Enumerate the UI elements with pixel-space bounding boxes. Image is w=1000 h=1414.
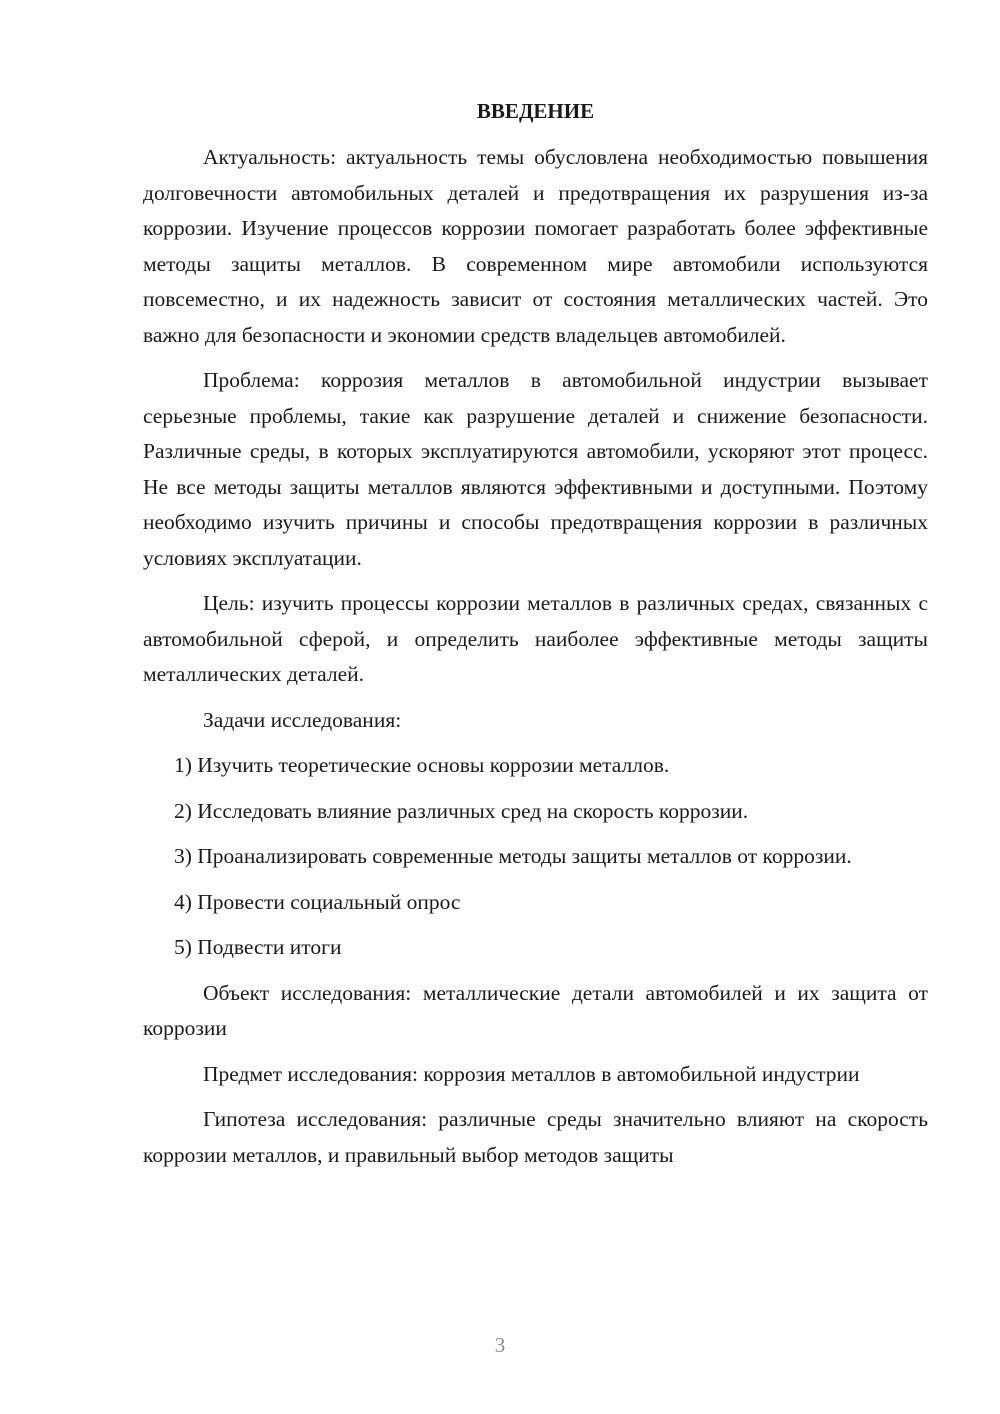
list-item: 1) Изучить теоретические основы коррозии металлов.: [174, 753, 670, 777]
tasks-list: [143, 748, 928, 966]
document-title: ВВЕДЕНИЕ: [476, 99, 595, 123]
paragraph-hypothesis: Гипотеза исследования: различные среды значительно влияют на скорость коррозии металлов, и правильный выбор методов защиты: [143, 1107, 928, 1167]
tasks-heading: Задачи исследования:: [203, 707, 402, 732]
paragraph-problem: Проблема: коррозия металлов в автомобильной индустрии вызывает серьезные проблемы, такие как разрушение деталей и снижение безопасности. Различные среды, в которых эксплуатируются автомобили, ускоряют этот процесс. Не все методы защиты металлов являются эффективными и доступными. Поэтому необходимо изучить причины и способы предотвращения коррозии в различных условиях эксплуатации.: [143, 368, 928, 570]
list-item: 5) Подвести итоги: [174, 935, 342, 959]
list-item: 4) Провести социальный опрос: [174, 889, 461, 914]
paragraph-goal: Цель: изучить процессы коррозии металлов в различных средах, связанных с автомобильной сферой, и определить наиболее эффективные методы защиты металлических деталей.: [143, 591, 928, 686]
list-item: 2) Исследовать влияние различных сред на скорость коррозии.: [174, 798, 749, 823]
paragraph-object: Объект исследования: металлические детали автомобилей и их защита от коррозии: [143, 980, 928, 1040]
document-page: [143, 96, 928, 1173]
page-number: 3: [494, 1333, 506, 1357]
paragraph-subject: Предмет исследования: коррозия металлов в автомобильной индустрии: [203, 1061, 860, 1086]
list-item: 3) Проанализировать современные методы защиты металлов от коррозии.: [174, 844, 852, 868]
paragraph-relevance: Актуальность: актуальность темы обусловлена необходимостью повышения долговечности автомобильных деталей и предотвращения их разрушения из-за коррозии. Изучение процессов коррозии помогает разработать более эффективные методы защиты металлов. В современном мире автомобили используются повсеместно, и их надежность зависит от состояния металлических частей. Это важно для безопасности и экономии средств владельцев автомобилей.: [143, 145, 928, 347]
